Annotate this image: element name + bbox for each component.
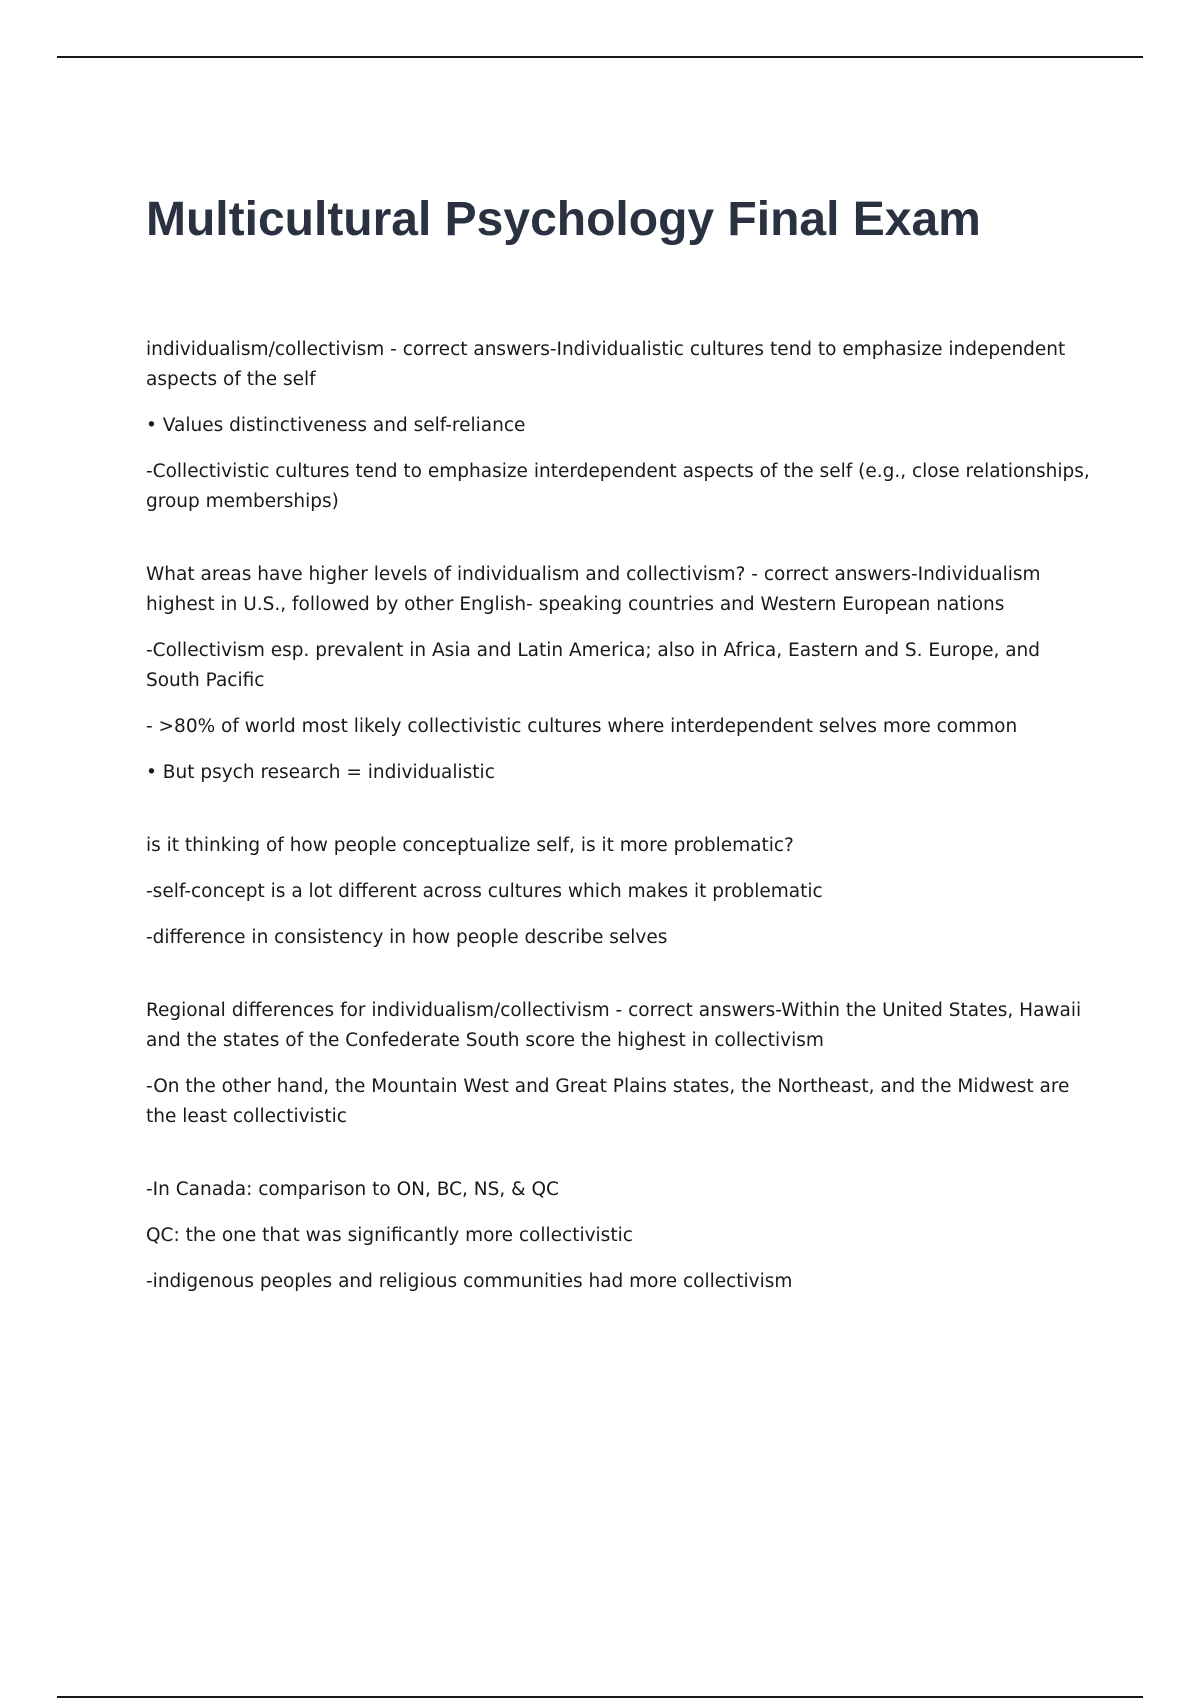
bullet-item: • But psych research = individualistic — [146, 762, 495, 783]
paragraph: individualism/collectivism - correct answers-Individualistic cultures tend to emphasize independent aspects of the self — [146, 339, 1066, 390]
paragraph: -self-concept is a lot different across cultures which makes it problematic — [146, 881, 823, 902]
page-title: Multicultural Psychology Final Exam — [146, 193, 981, 246]
paragraph: -Collectivistic cultures tend to emphasize interdependent aspects of the self (e.g., close relationships, group memberships) — [146, 461, 1090, 512]
paragraph: -indigenous peoples and religious communities had more collectivism — [146, 1271, 793, 1292]
bottom-rule — [57, 1696, 1143, 1698]
paragraph: What areas have higher levels of individualism and collectivism? - correct answers-Individualism highest in U.S., followed by other English- speaking countries and Western European nations — [146, 564, 1041, 615]
paragraph: -On the other hand, the Mountain West and Great Plains states, the Northeast, and the Midwest are the least collectivistic — [146, 1076, 1070, 1127]
paragraph: QC: the one that was significantly more collectivistic — [146, 1225, 633, 1246]
paragraph: is it thinking of how people conceptualize self, is it more problematic? — [146, 835, 794, 856]
paragraph: -difference in consistency in how people describe selves — [146, 927, 668, 948]
paragraph: -Collectivism esp. prevalent in Asia and Latin America; also in Africa, Eastern and S. Europe, and South Pacific — [146, 640, 1041, 691]
paragraph: Regional differences for individualism/collectivism - correct answers-Within the United States, Hawaii and the states of the Confederate South score the highest in collectivism — [146, 1000, 1082, 1051]
paragraph: -In Canada: comparison to ON, BC, NS, & QC — [146, 1179, 559, 1200]
bullet-item: • Values distinctiveness and self-reliance — [146, 415, 526, 436]
document-body — [146, 335, 1096, 1313]
top-rule — [57, 56, 1143, 58]
paragraph: - >80% of world most likely collectivistic cultures where interdependent selves more common — [146, 716, 1018, 737]
